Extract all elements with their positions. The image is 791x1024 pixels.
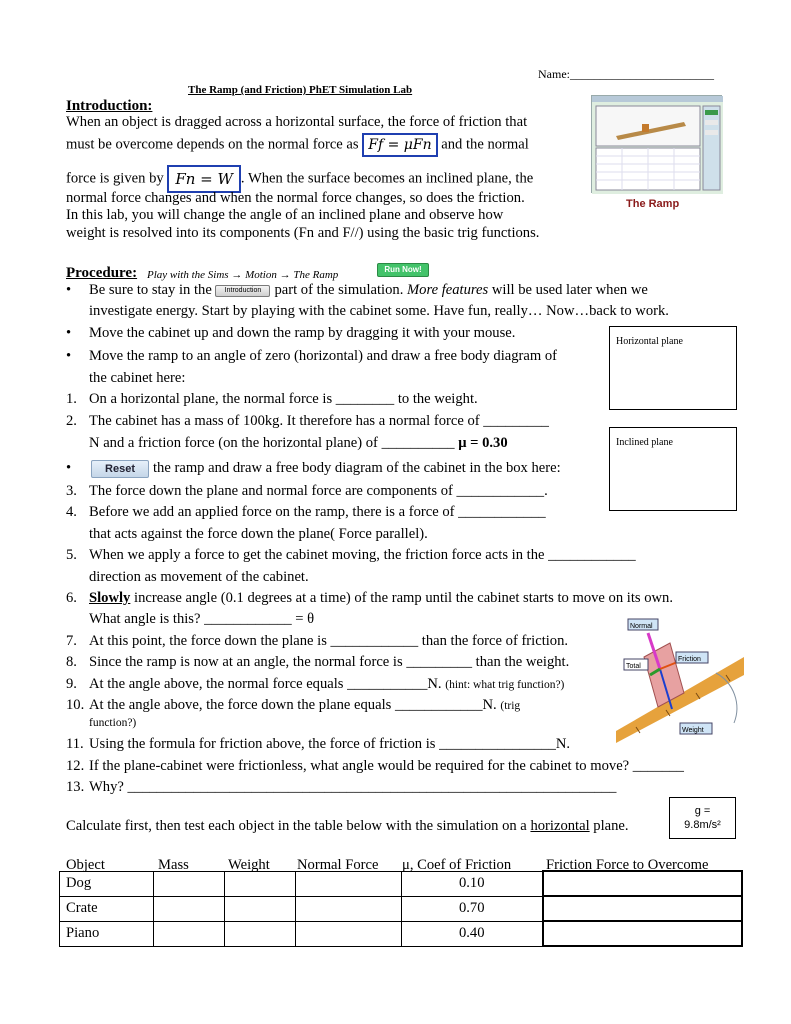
table-cell-mass[interactable] — [154, 921, 225, 946]
reset-button[interactable]: Reset — [91, 460, 149, 478]
q2-line-2-text: N and a friction force (on the horizontal plane) of __________ — [89, 435, 455, 451]
run-now-button[interactable]: Run Now! — [377, 263, 429, 277]
bullet-icon: • — [66, 282, 72, 298]
intro-line-6: weight is resolved into its components (Fn and F//) using the basic trig functions. — [66, 225, 540, 241]
list-item — [66, 346, 557, 368]
list-item: 4. Before we add an applied force on the ramp, there is a force of ____________ — [66, 504, 546, 520]
bullet-icon: • — [66, 348, 72, 364]
table-cell-object: Crate — [60, 896, 154, 921]
friction-formula: Ff = μFn — [362, 133, 437, 157]
q10-text: At the angle above, the force down the plane equals ____________N. — [89, 697, 497, 713]
inclined-plane-label: Inclined plane — [616, 437, 673, 448]
intro-line-5: In this lab, you will change the angle of an inclined plane and observe how — [66, 207, 504, 223]
fig-friction-label: Friction — [678, 656, 701, 663]
intro-line-3-pre: force is given by — [66, 170, 164, 187]
table-cell-normal-force[interactable] — [296, 896, 402, 921]
q5-text: When we apply a force to get the cabinet moving, the friction force acts in the ____________ — [89, 547, 636, 563]
list-item — [66, 323, 515, 345]
list-item: 2. The cabinet has a mass of 100kg. It therefore has a normal force of _________ — [66, 413, 549, 429]
table-header-weight: Weight — [228, 857, 270, 873]
intro-line-1: When an object is dragged across a horizontal surface, the force of friction that — [66, 114, 528, 130]
intro-heading: Introduction: — [66, 98, 153, 114]
list-item — [66, 280, 648, 302]
q2-mu: μ = 0.30 — [458, 435, 508, 451]
q13-text: Why? ___________________________________________________________________ — [89, 779, 617, 795]
b1-pre: Be sure to stay in the — [89, 282, 212, 298]
calc-instruction — [66, 816, 629, 838]
b1-end: will be used later when we — [491, 282, 648, 298]
introduction-tab-button[interactable]: Introduction — [215, 285, 270, 297]
object-table — [59, 870, 743, 947]
table-cell-weight[interactable] — [225, 921, 296, 946]
q5-line-2: direction as movement of the cabinet. — [89, 569, 309, 585]
b3-text: Move the ramp to an angle of zero (horizontal) and draw a free body diagram of — [89, 348, 558, 364]
table-cell-mass[interactable] — [154, 896, 225, 921]
list-item: 13. Why? ___________________________________________________________________ — [66, 779, 617, 795]
q9-hint: (hint: what trig function?) — [445, 679, 565, 691]
list-item: 6. Slowly increase angle (0.1 degrees at a time) of the ramp until the cabinet starts to move on its own. — [66, 590, 674, 606]
q4-line-2: that acts against the force down the plane( Force parallel). — [89, 526, 428, 542]
list-item: 11. Using the formula for friction above, the force of friction is ________________N. — [66, 736, 571, 752]
table-cell-mass[interactable] — [154, 871, 225, 896]
list-item: 7. At this point, the force down the plane is ____________ than the force of friction. — [66, 633, 569, 649]
fig-total-label: Total — [626, 663, 641, 670]
table-cell-mu: 0.10 — [402, 871, 543, 896]
table-cell-object: Piano — [60, 921, 154, 946]
q2-line-2 — [89, 433, 508, 455]
table-header-normal-force: Normal Force — [297, 857, 379, 873]
fig-weight-label: Weight — [682, 727, 704, 734]
gravity-value: 9.8m/s² — [684, 819, 721, 831]
q10-hint: (trig — [500, 700, 521, 712]
table-cell-object: Dog — [60, 871, 154, 896]
table-header-mass: Mass — [158, 857, 189, 873]
table-cell-weight[interactable] — [225, 896, 296, 921]
table-header-object: Object — [66, 857, 105, 873]
table-header-coef-friction: μ, Coef of Friction — [402, 857, 512, 873]
q8-text: Since the ramp is now at an angle, the normal force is _________ than the weight. — [89, 654, 570, 670]
b1-post: part of the simulation. — [274, 282, 404, 298]
q11-text: Using the formula for friction above, the force of friction is ________________N. — [89, 736, 571, 752]
q12-text: If the plane-cabinet were frictionless, what angle would be required for the cabinet to move? _______ — [89, 758, 684, 774]
intro-line-2-pre: must be overcome depends on the normal force as — [66, 136, 359, 153]
table-cell-friction-force[interactable] — [543, 921, 742, 946]
intro-line-4: normal force changes and when the normal force changes, so does the friction. — [66, 190, 525, 206]
table-cell-friction-force[interactable] — [543, 896, 742, 921]
inclined-plane-fbd-box — [609, 427, 737, 511]
b1-line-2: investigate energy. Start by playing with the cabinet some. Have fun, really… Now…back to work. — [89, 303, 669, 319]
q4-text: Before we add an applied force on the ramp, there is a force of ____________ — [89, 504, 546, 520]
intro-line-3-post: . When the surface becomes an inclined plane, the — [240, 170, 534, 187]
q9-text: At the angle above, the normal force equals ___________N. — [89, 676, 442, 692]
procedure-heading: Procedure: — [66, 265, 138, 281]
q1-text: On a horizontal plane, the normal force is ________ to the weight. — [89, 391, 478, 407]
q3-text: The force down the plane and normal force are components of ____________. — [89, 483, 548, 499]
q7-text: At this point, the force down the plane is ____________ than the force of friction. — [89, 633, 569, 649]
table-cell-normal-force[interactable] — [296, 871, 402, 896]
q2-text: The cabinet has a mass of 100kg. It therefore has a normal force of _________ — [89, 413, 549, 429]
b3-line-2: the cabinet here: — [89, 370, 186, 386]
list-item: 5. When we apply a force to get the cabinet moving, the friction force acts in the ____________ — [66, 547, 636, 563]
gravity-box — [669, 797, 736, 839]
table-cell-weight[interactable] — [225, 871, 296, 896]
q6-text: increase angle (0.1 degrees at a time) of the ramp until the cabinet starts to move on its own. — [134, 590, 674, 606]
b4-text: the ramp and draw a free body diagram of the cabinet in the box here: — [153, 460, 561, 476]
horizontal-plane-fbd-box — [609, 326, 737, 410]
list-item: 9. At the angle above, the normal force equals ___________N. (hint: what trig function?) — [66, 676, 565, 692]
page-title: The Ramp (and Friction) PhET Simulation Lab — [188, 84, 413, 96]
table-cell-normal-force[interactable] — [296, 921, 402, 946]
ramp-sim-thumbnail — [591, 95, 722, 193]
calc-instruction-horizontal: horizontal — [530, 818, 590, 834]
table-cell-friction-force[interactable] — [543, 871, 742, 896]
list-item: 12. If the plane-cabinet were frictionless, what angle would be required for the cabinet to move? _______ — [66, 758, 684, 774]
intro-line-2-post: and the normal — [441, 136, 529, 153]
horizontal-plane-label: Horizontal plane — [616, 336, 683, 347]
table-cell-mu: 0.70 — [402, 896, 543, 921]
list-item: 8. Since the ramp is now at an angle, the normal force is _________ than the weight. — [66, 654, 570, 670]
gravity-label: g = — [694, 805, 711, 817]
q10-hint-2: function?) — [89, 717, 137, 729]
table-row — [60, 921, 742, 946]
list-item: 3. The force down the plane and normal force are components of ____________. — [66, 483, 548, 499]
list-item: 10. At the angle above, the force down the plane equals ____________N. (trig — [66, 697, 521, 713]
q6-slowly: Slowly — [89, 590, 131, 606]
table-header-friction-force: Friction Force to Overcome — [546, 857, 709, 873]
b2-text: Move the cabinet up and down the ramp by dragging it with your mouse. — [89, 325, 516, 341]
bullet-icon: • — [66, 460, 72, 476]
list-item: 1. On a horizontal plane, the normal force is ________ to the weight. — [66, 391, 478, 407]
list-item — [66, 458, 561, 480]
q6-line-2: What angle is this? ____________ = θ — [89, 611, 315, 627]
calc-instruction-pre: Calculate first, then test each object in the table below with the simulation on a — [66, 818, 527, 834]
sim-caption: The Ramp — [626, 198, 680, 210]
intro-line-2 — [66, 133, 566, 157]
bullet-icon: • — [66, 325, 72, 341]
fig-normal-label: Normal — [630, 623, 653, 630]
ramp-force-diagram-graphic — [616, 613, 744, 743]
table-row — [60, 871, 742, 896]
b1-more-features: More features — [407, 282, 489, 298]
calc-instruction-post: plane. — [593, 818, 629, 834]
table-cell-mu: 0.40 — [402, 921, 543, 946]
sim-nav-path: Play with the Sims → Motion → The Ramp — [147, 269, 339, 281]
table-row — [60, 896, 742, 921]
ramp-force-diagram — [616, 613, 744, 743]
name-field-label: Name:________________________ — [538, 67, 714, 81]
ramp-sim-thumbnail-graphic — [592, 96, 723, 194]
normal-force-formula: Fn = W — [167, 165, 241, 193]
